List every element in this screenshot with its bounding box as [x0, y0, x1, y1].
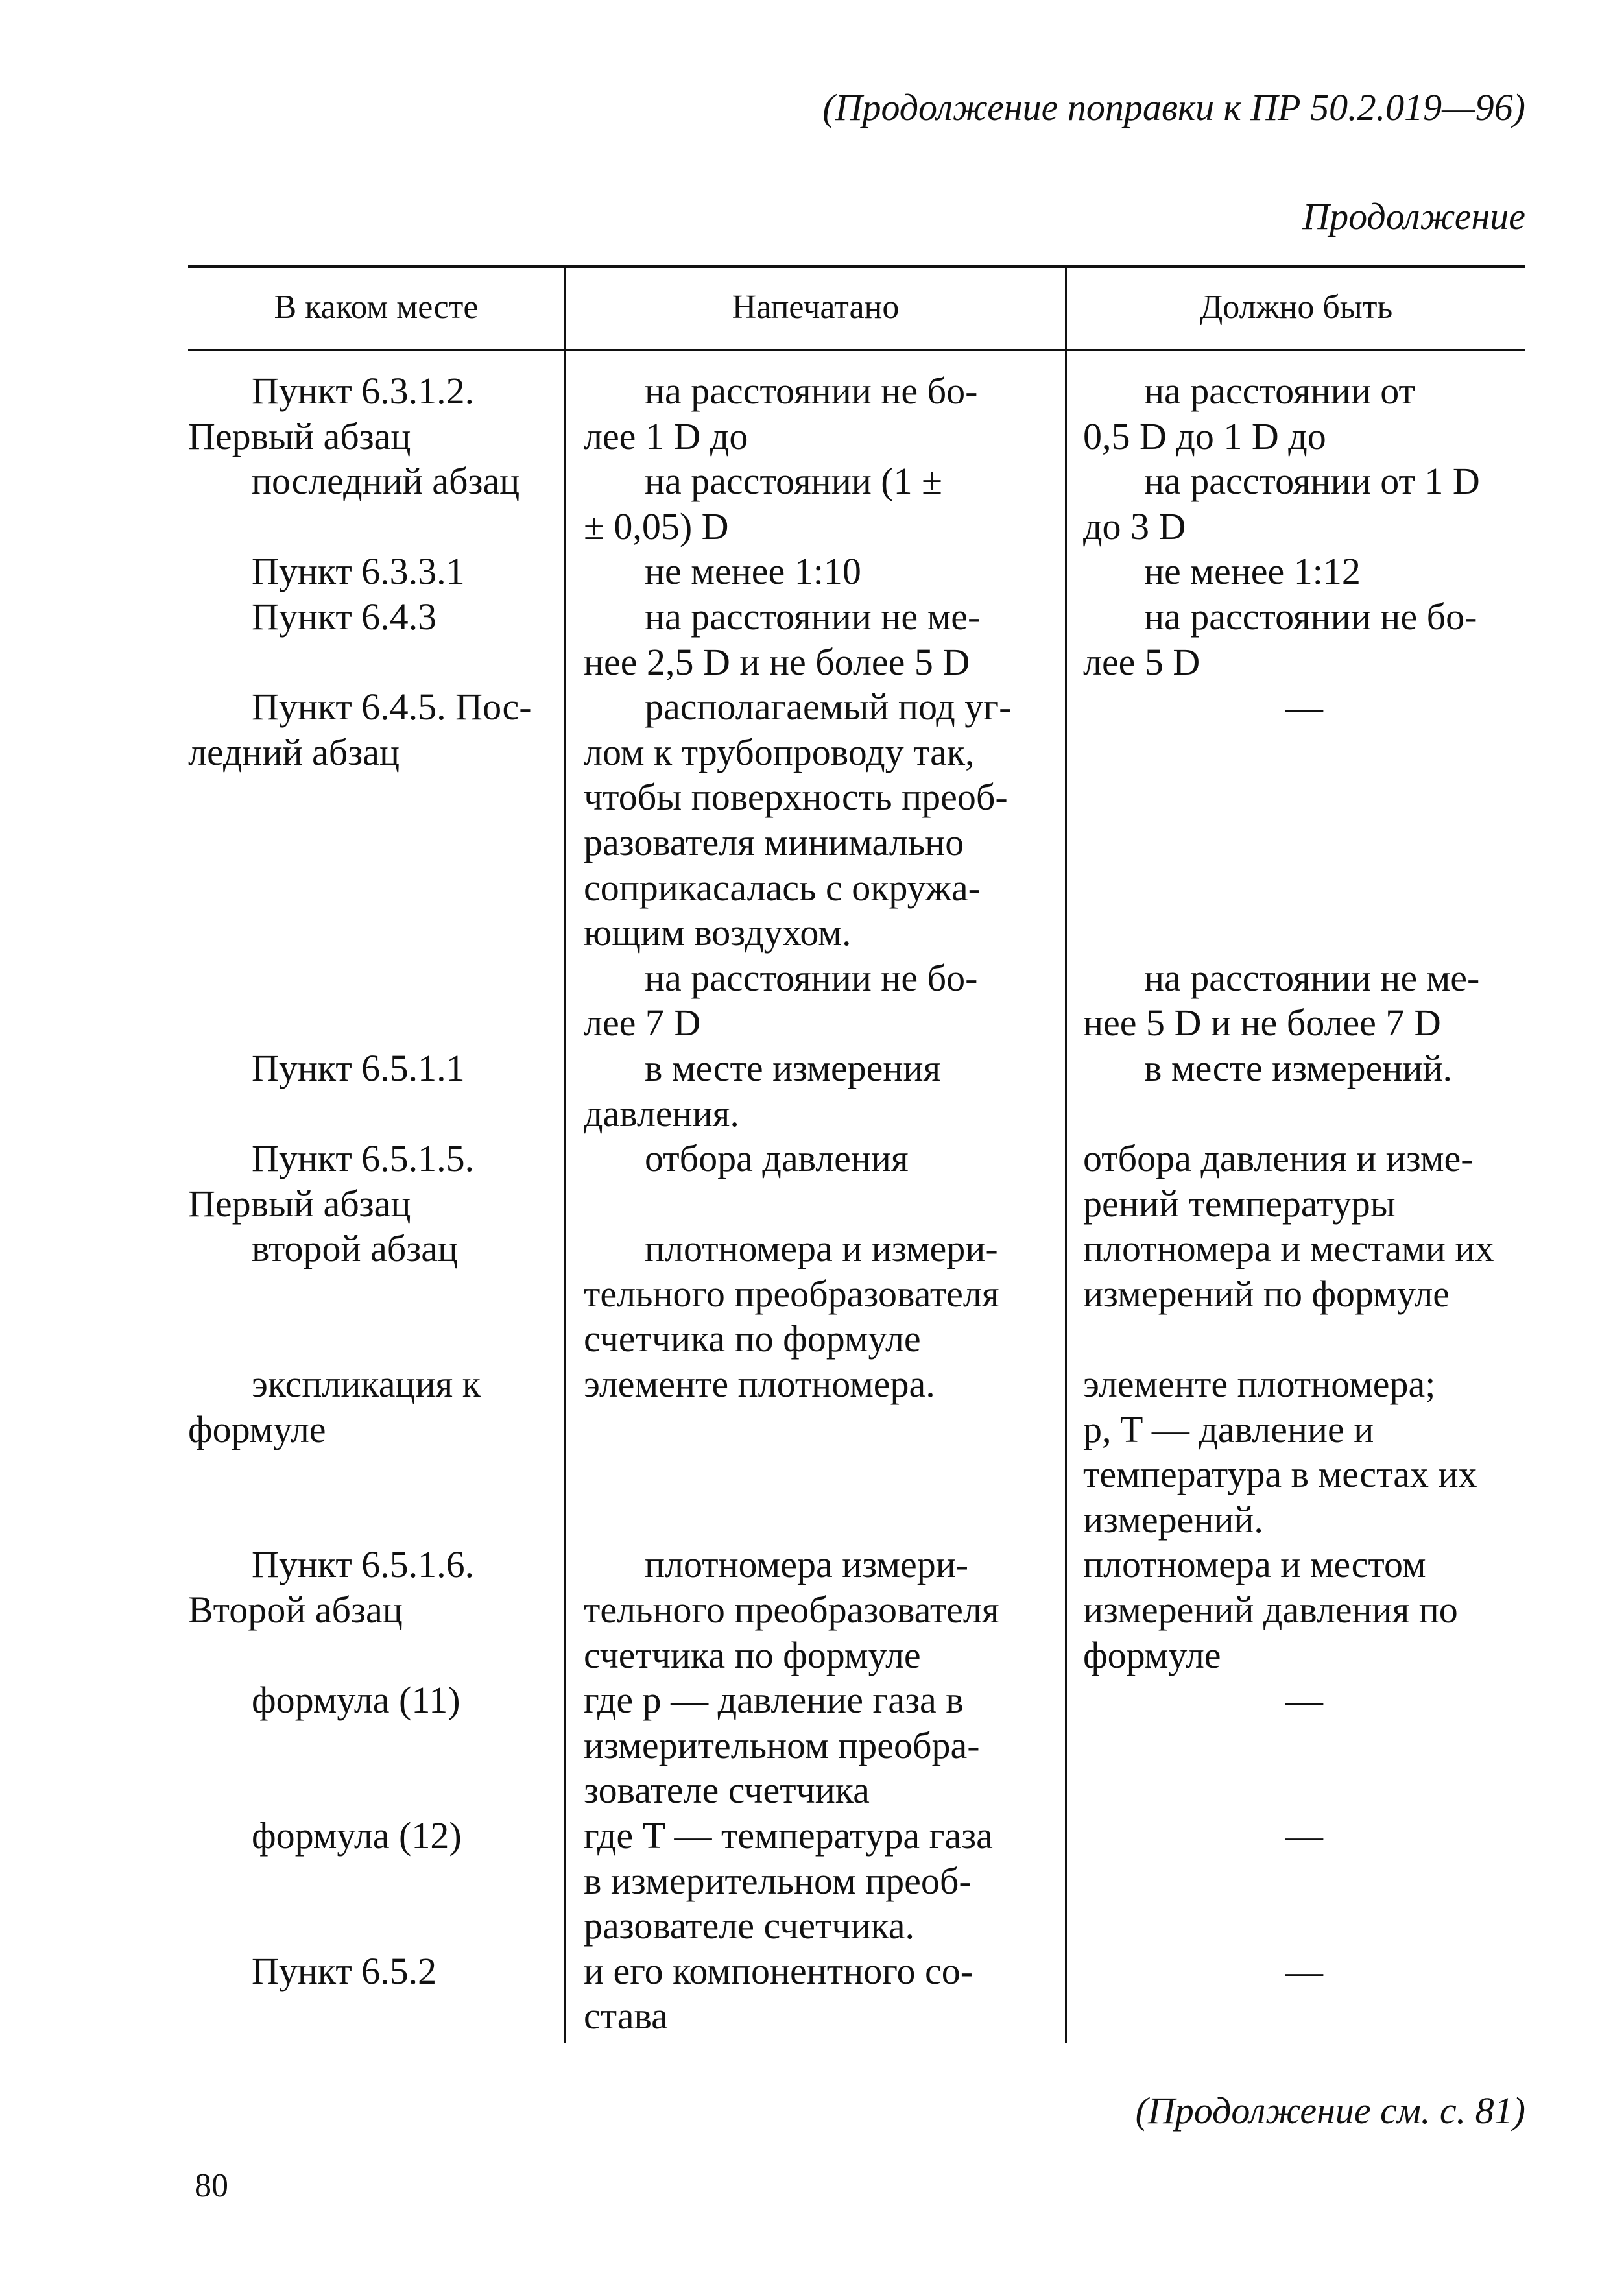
table-row — [188, 1542, 1525, 1678]
table-row — [188, 1362, 1525, 1542]
column-header-place: В каком месте — [274, 288, 479, 326]
table-row — [188, 1813, 1525, 1949]
cell-should-be: на расстоянии не ме- нее 5 D и не более 7 D — [1083, 956, 1480, 1044]
cell-should-be: плотномера и местом измерений давления по формуле — [1083, 1543, 1458, 1676]
cell-should-be: отбора давления и изме- рений температуры — [1083, 1137, 1474, 1225]
document-header: (Продолжение поправки к ПР 50.2.019—96) — [822, 86, 1525, 128]
cell-printed: плотномера измери- тельного преобразователя счетчика по формуле — [584, 1543, 999, 1676]
cell-should-be: плотномера и местами их измерений по формуле — [1083, 1227, 1494, 1315]
cell-place: Пункт 6.4.3 — [252, 595, 437, 638]
cell-printed: на расстоянии не бо- лее 7 D — [584, 956, 978, 1044]
table-row — [188, 459, 1525, 549]
cell-place: Пункт 6.5.2 — [252, 1949, 437, 1992]
cell-printed: располагаемый под уг- лом к трубопроводу так, чтобы поверхность преоб- разователя минимально соприкасалась с окружа- ющим воздухом. — [584, 686, 1012, 954]
table-row — [188, 1136, 1525, 1226]
cell-printed: на расстоянии не ме- нее 2,5 D и не более 5 D — [584, 595, 981, 683]
table-row — [188, 1226, 1525, 1362]
cell-printed: элементе плотномера. — [584, 1363, 935, 1406]
cell-place: формула (11) — [252, 1679, 460, 1722]
continuation-note: (Продолжение см. с. 81) — [1135, 2089, 1525, 2132]
cell-should-be: не менее 1:12 — [1144, 550, 1361, 593]
cell-should-be: на расстоянии не бо- лее 5 D — [1083, 595, 1477, 683]
cell-printed: где T — температура газа в измерительном преоб- разователе счетчика. — [584, 1814, 993, 1947]
cell-place: второй абзац — [252, 1227, 459, 1270]
cell-place: Пункт 6.4.5. Пос- ледний абзац — [188, 686, 532, 773]
cell-place: Пункт 6.5.1.6. Второй абзац — [188, 1543, 475, 1631]
cell-should-be: в месте измерений. — [1144, 1046, 1453, 1089]
cell-should-be: на расстоянии от 0,5 D до 1 D до — [1083, 370, 1415, 457]
cell-should-be: элементе плотномера; p, T — давление и температура в местах их измерений. — [1083, 1363, 1477, 1541]
table-row — [188, 956, 1525, 1046]
table-row — [188, 594, 1525, 684]
cell-printed: на расстоянии не бо- лее 1 D до — [584, 370, 978, 457]
cell-should-be: — — [1285, 1679, 1323, 1722]
table-row — [188, 1678, 1525, 1813]
cell-printed: отбора давления — [645, 1137, 909, 1180]
cell-should-be: — — [1285, 686, 1323, 728]
cell-should-be: на расстоянии от 1 D до 3 D — [1083, 460, 1480, 547]
cell-should-be: — — [1285, 1949, 1323, 1992]
cell-place — [188, 956, 564, 1046]
cell-printed: на расстоянии (1 ± ± 0,05) D — [584, 460, 942, 547]
table-body — [188, 368, 1525, 2039]
cell-printed: не менее 1:10 — [645, 550, 861, 593]
column-header-printed: Напечатано — [732, 288, 900, 326]
cell-place: Пункт 6.3.1.2. Первый абзац — [188, 370, 475, 457]
cell-printed: и его компонентного со- става — [584, 1949, 973, 2038]
table-row — [188, 1046, 1525, 1136]
column-header-should-be: Должно быть — [1199, 288, 1393, 326]
table-row — [188, 368, 1525, 459]
table-row — [188, 549, 1525, 594]
table-row — [188, 1949, 1525, 2039]
cell-place: формула (12) — [252, 1814, 462, 1857]
cell-should-be: — — [1285, 1814, 1323, 1857]
cell-place: последний абзац — [252, 460, 520, 503]
continuation-label: Продолжение — [1302, 195, 1525, 237]
cell-printed: где p — давление газа в измерительном преобра- зователе счетчика — [584, 1679, 980, 1812]
cell-printed: плотномера и измери- тельного преобразователя счетчика по формуле — [584, 1227, 999, 1360]
cell-place: Пункт 6.5.1.1 — [252, 1046, 465, 1089]
table-row — [188, 684, 1525, 956]
table-header-rule — [188, 349, 1525, 351]
cell-place: Пункт 6.5.1.5. Первый абзац — [188, 1137, 475, 1225]
cell-place: экспликация к формуле — [188, 1363, 481, 1450]
cell-printed: в месте измерения давления. — [584, 1046, 941, 1135]
page-number: 80 — [195, 2167, 228, 2204]
cell-place: Пункт 6.3.3.1 — [252, 550, 465, 593]
